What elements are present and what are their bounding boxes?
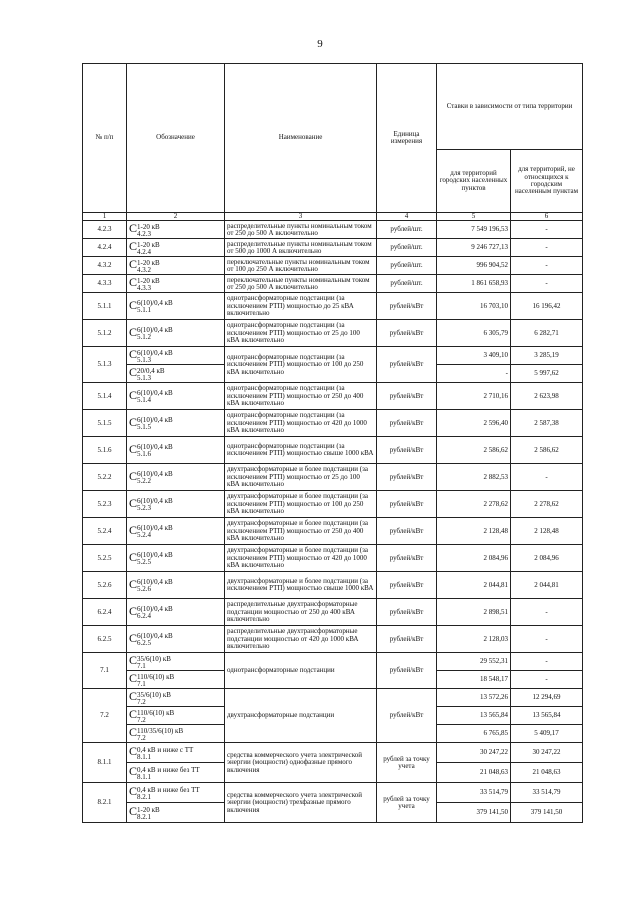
row-unit: рублей/кВт (377, 518, 437, 545)
code-cell: C 6(10)/0,4 кВ 5.1.1 (127, 293, 225, 320)
row-unit: рублей/кВт (377, 383, 437, 410)
row-name: распределительные пункты номинальным током от 250 до 500 А включительно (225, 221, 377, 239)
code-superscript: 6(10)/0,4 кВ (137, 524, 173, 533)
row-number: 6.2.4 (83, 599, 127, 626)
row-number: 4.2.4 (83, 239, 127, 257)
rate-urban: 2 278,62 (437, 491, 511, 518)
code-superscript: 0,4 кВ и ниже без ТТ (137, 785, 200, 794)
code-cell: C 6(10)/0,4 кВ 5.1.3 (127, 347, 225, 365)
row-name: однотрансформаторные подстанции (за исключением РТП) мощностью до 25 кВА включительно (225, 293, 377, 320)
row-unit: рублей/кВт (377, 320, 437, 347)
code-subscript: 7.2 (137, 733, 146, 742)
rate-nonurban: - (511, 239, 583, 257)
table-row (83, 221, 583, 239)
header-num: № п/п (83, 64, 127, 213)
row-unit: рублей/шт. (377, 221, 437, 239)
table-row (83, 545, 583, 572)
code-subscript: 4.2.4 (137, 247, 152, 256)
row-number: 4.3.3 (83, 275, 127, 293)
row-number: 8.1.1 (83, 743, 127, 783)
code-cell: C 110/6(10) кВ 7.2 (127, 707, 225, 725)
code-subscript: 8.1.1 (137, 772, 152, 781)
rate-nonurban: 2 044,81 (511, 572, 583, 599)
row-name: двухтрансформаторные и более подстанции (за исключением РТП) мощностью от 100 до 250 кВА включительно (225, 491, 377, 518)
row-unit: рублей/шт. (377, 257, 437, 275)
table-row (83, 689, 583, 707)
rate-nonurban: 2 128,48 (511, 518, 583, 545)
row-unit: рублей/шт. (377, 239, 437, 257)
rate-urban: 13 572,26 (437, 689, 511, 707)
rate-nonurban: 379 141,50 (511, 803, 583, 823)
rate-nonurban: 3 285,19 (511, 347, 583, 365)
col-number: 4 (377, 213, 437, 221)
row-name: однотрансформаторные подстанции (за исключением РТП) мощностью от 100 до 250 кВА включительно (225, 347, 377, 383)
row-name: двухтрансформаторные и более подстанции (за исключением РТП) мощностью от 25 до 100 кВА включительно (225, 464, 377, 491)
table-row (83, 626, 583, 653)
code-subscript: 7.2 (137, 715, 146, 724)
code-superscript: 1-20 кВ (137, 276, 160, 285)
code-superscript: 110/6(10) кВ (137, 708, 175, 717)
col-number: 6 (511, 213, 583, 221)
rate-nonurban: 2 586,62 (511, 437, 583, 464)
row-name: однотрансформаторные подстанции (за исключением РТП) мощностью свыше 1000 кВА (225, 437, 377, 464)
rate-urban: 379 141,50 (437, 803, 511, 823)
row-number: 4.3.2 (83, 257, 127, 275)
table-row (83, 275, 583, 293)
rate-nonurban: 12 294,69 (511, 689, 583, 707)
code-cell: C 1-20 кВ 4.3.2 (127, 257, 225, 275)
rate-urban: 996 904,52 (437, 257, 511, 275)
rate-nonurban: - (511, 671, 583, 689)
rate-urban: 30 247,22 (437, 743, 511, 763)
code-superscript: 1-20 кВ (137, 240, 160, 249)
code-superscript: 35/6(10) кВ (137, 654, 171, 663)
code-cell: C 0,4 кВ и ниже без ТТ 8.2.1 (127, 783, 225, 803)
code-superscript: 110/6(10) кВ (137, 672, 175, 681)
code-superscript: 6(10)/0,4 кВ (137, 348, 173, 357)
row-unit: рублей/кВт (377, 572, 437, 599)
rate-nonurban: 2 278,62 (511, 491, 583, 518)
page-number: 9 (317, 38, 323, 50)
table-row (83, 599, 583, 626)
row-name: средства коммерческого учета электрической энергии (мощности) трехфазные прямого включения (225, 783, 377, 823)
code-subscript: 7.1 (137, 661, 146, 670)
rate-nonurban: 2 587,38 (511, 410, 583, 437)
row-unit: рублей/кВт (377, 410, 437, 437)
row-number: 5.2.3 (83, 491, 127, 518)
code-cell: C 6(10)/0,4 кВ 5.2.3 (127, 491, 225, 518)
code-cell: C 6(10)/0,4 кВ 6.2.4 (127, 599, 225, 626)
code-subscript: 8.2.1 (137, 792, 152, 801)
rate-nonurban: 16 196,42 (511, 293, 583, 320)
code-subscript: 5.1.2 (137, 333, 152, 342)
code-cell: C 1-20 кВ 4.2.4 (127, 239, 225, 257)
col-number: 1 (83, 213, 127, 221)
rate-urban: 3 409,10 (437, 347, 511, 365)
rate-nonurban: 21 048,63 (511, 763, 583, 783)
code-superscript: 1-20 кВ (137, 258, 160, 267)
header-name: Наименование (225, 64, 377, 213)
row-name: распределительные двухтрансформаторные подстанции мощностью от 420 до 1000 кВА включительно (225, 626, 377, 653)
row-unit: рублей/кВт (377, 653, 437, 689)
table-row (83, 518, 583, 545)
table-row (83, 437, 583, 464)
row-number: 8.2.1 (83, 783, 127, 823)
row-number: 5.1.4 (83, 383, 127, 410)
row-number: 4.2.3 (83, 221, 127, 239)
row-unit: рублей за точку учета (377, 743, 437, 783)
code-subscript: 4.3.2 (137, 265, 152, 274)
row-unit: рублей/кВт (377, 464, 437, 491)
rate-urban: 18 548,17 (437, 671, 511, 689)
rate-nonurban: - (511, 221, 583, 239)
rate-nonurban: 2 084,96 (511, 545, 583, 572)
code-subscript: 5.1.4 (137, 396, 152, 405)
row-unit: рублей/кВт (377, 626, 437, 653)
row-number: 5.2.5 (83, 545, 127, 572)
row-name: двухтрансформаторные и более подстанции (за исключением РТП) мощностью от 250 до 400 кВА включительно (225, 518, 377, 545)
rate-urban: 2 596,40 (437, 410, 511, 437)
header-nonurban: для территорий, не относящихся к городским населенным пунктам (511, 150, 583, 213)
code-cell: C 35/6(10) кВ 7.2 (127, 689, 225, 707)
row-unit: рублей/кВт (377, 491, 437, 518)
row-name: однотрансформаторные подстанции (за исключением РТП) мощностью от 25 до 100 кВА включительно (225, 320, 377, 347)
header-urban: для территорий городских населенных пунктов (437, 150, 511, 213)
rate-nonurban: 5 409,17 (511, 725, 583, 743)
rate-urban: 7 549 196,53 (437, 221, 511, 239)
row-name: распределительные пункты номинальным током от 500 до 1000 А включительно (225, 239, 377, 257)
code-superscript: 6(10)/0,4 кВ (137, 578, 173, 587)
row-number: 5.1.3 (83, 347, 127, 383)
rate-nonurban: 33 514,79 (511, 783, 583, 803)
code-subscript: 5.2.6 (137, 585, 152, 594)
rate-nonurban: 13 565,84 (511, 707, 583, 725)
rate-urban: 13 565,84 (437, 707, 511, 725)
code-superscript: 110/35/6(10) кВ (137, 726, 184, 735)
row-unit: рублей/кВт (377, 545, 437, 572)
code-subscript: 8.1.1 (137, 752, 152, 761)
table-header-row (83, 64, 583, 150)
rate-urban: 21 048,63 (437, 763, 511, 783)
row-number: 5.2.2 (83, 464, 127, 491)
row-number: 6.2.5 (83, 626, 127, 653)
code-superscript: 6(10)/0,4 кВ (137, 497, 173, 506)
rate-urban: 2 898,51 (437, 599, 511, 626)
code-cell: C 1-20 кВ 4.3.3 (127, 275, 225, 293)
rate-urban: 2 128,48 (437, 518, 511, 545)
code-subscript: 5.2.5 (137, 558, 152, 567)
code-cell: C 6(10)/0,4 кВ 6.2.5 (127, 626, 225, 653)
rate-urban: 6 765,85 (437, 725, 511, 743)
col-number: 5 (437, 213, 511, 221)
code-cell: C 6(10)/0,4 кВ 5.2.6 (127, 572, 225, 599)
col-number: 3 (225, 213, 377, 221)
rate-urban: 2 710,16 (437, 383, 511, 410)
code-cell: C 1-20 кВ 8.2.1 (127, 803, 225, 823)
code-cell: C 6(10)/0,4 кВ 5.1.6 (127, 437, 225, 464)
table-row (83, 239, 583, 257)
row-name: двухтрансформаторные и более подстанции (за исключением РТП) мощностью от 420 до 1000 кВА включительно (225, 545, 377, 572)
code-subscript: 8.2.1 (137, 812, 152, 821)
code-superscript: 0,4 кВ и ниже с ТТ (137, 745, 194, 754)
row-number: 5.1.2 (83, 320, 127, 347)
table-row (83, 464, 583, 491)
table-row (83, 347, 583, 365)
code-superscript: 6(10)/0,4 кВ (137, 389, 173, 398)
rate-urban: 9 246 727,13 (437, 239, 511, 257)
rate-urban: 2 882,53 (437, 464, 511, 491)
row-unit: рублей за точку учета (377, 783, 437, 823)
code-subscript: 4.2.3 (137, 229, 152, 238)
code-subscript: 5.2.3 (137, 504, 152, 513)
code-superscript: 6(10)/0,4 кВ (137, 470, 173, 479)
code-superscript: 35/6(10) кВ (137, 690, 171, 699)
code-cell: C 110/6(10) кВ 7.1 (127, 671, 225, 689)
table-row (83, 491, 583, 518)
row-name: двухтрансформаторные и более подстанции (за исключением РТП) мощностью свыше 1000 кВА (225, 572, 377, 599)
code-subscript: 5.2.2 (137, 477, 152, 486)
row-name: средства коммерческого учета электрической энергии (мощности) однофазные прямого включения (225, 743, 377, 783)
code-cell: C 6(10)/0,4 кВ 5.1.2 (127, 320, 225, 347)
code-superscript: 1-20 кВ (137, 805, 160, 814)
code-superscript: 0,4 кВ и ниже без ТТ (137, 765, 200, 774)
rate-urban: 2 586,62 (437, 437, 511, 464)
code-subscript: 5.1.3 (137, 355, 152, 364)
code-superscript: 6(10)/0,4 кВ (137, 299, 173, 308)
rate-urban: 29 552,31 (437, 653, 511, 671)
code-superscript: 1-20 кВ (137, 222, 160, 231)
code-cell: C 6(10)/0,4 кВ 5.1.5 (127, 410, 225, 437)
row-number: 7.2 (83, 689, 127, 743)
rate-urban: 1 861 658,93 (437, 275, 511, 293)
rate-urban: 2 128,03 (437, 626, 511, 653)
rate-nonurban: - (511, 275, 583, 293)
code-subscript: 5.1.3 (137, 373, 152, 382)
row-number: 5.1.1 (83, 293, 127, 320)
rate-nonurban: - (511, 257, 583, 275)
table-row (83, 653, 583, 671)
code-cell: C 6(10)/0,4 кВ 5.1.4 (127, 383, 225, 410)
table-row (83, 320, 583, 347)
code-subscript: 6.2.5 (137, 639, 152, 648)
code-cell: C 6(10)/0,4 кВ 5.2.5 (127, 545, 225, 572)
code-subscript: 5.1.5 (137, 423, 152, 432)
code-cell: C 6(10)/0,4 кВ 5.2.4 (127, 518, 225, 545)
rate-nonurban: 6 282,71 (511, 320, 583, 347)
column-number-row (83, 213, 583, 221)
header-rates-group: Ставки в зависимости от типа территории (437, 64, 583, 150)
row-unit: рублей/кВт (377, 437, 437, 464)
code-superscript: 20/0,4 кВ (137, 366, 165, 375)
col-number: 2 (127, 213, 225, 221)
code-superscript: 6(10)/0,4 кВ (137, 605, 173, 614)
rate-nonurban: - (511, 626, 583, 653)
code-superscript: 6(10)/0,4 кВ (137, 551, 173, 560)
row-name: двухтрансформаторные подстанции (225, 689, 377, 743)
rate-urban: 6 305,79 (437, 320, 511, 347)
row-number: 7.1 (83, 653, 127, 689)
row-name: распределительные двухтрансформаторные подстанции мощностью от 250 до 400 кВА включительно (225, 599, 377, 626)
rate-urban: 2 044,81 (437, 572, 511, 599)
code-subscript: 7.1 (137, 679, 146, 688)
row-name: переключательные пункты номинальным током от 100 до 250 А включительно (225, 257, 377, 275)
code-superscript: 6(10)/0,4 кВ (137, 326, 173, 335)
code-cell: C 0,4 кВ и ниже с ТТ 8.1.1 (127, 743, 225, 763)
rate-urban: 2 084,96 (437, 545, 511, 572)
code-subscript: 6.2.4 (137, 612, 152, 621)
row-number: 5.2.4 (83, 518, 127, 545)
rate-urban: - (437, 365, 511, 383)
code-cell: C 35/6(10) кВ 7.1 (127, 653, 225, 671)
rate-nonurban: - (511, 599, 583, 626)
row-name: однотрансформаторные подстанции (225, 653, 377, 689)
table-row (83, 383, 583, 410)
rate-nonurban: - (511, 653, 583, 671)
header-code: Обозначение (127, 64, 225, 213)
row-unit: рублей/кВт (377, 689, 437, 743)
row-number: 5.1.5 (83, 410, 127, 437)
code-subscript: 4.3.3 (137, 283, 152, 292)
code-cell: C 20/0,4 кВ 5.1.3 (127, 365, 225, 383)
table-row (83, 572, 583, 599)
code-cell: C 1-20 кВ 4.2.3 (127, 221, 225, 239)
row-unit: рублей/кВт (377, 599, 437, 626)
table-row (83, 743, 583, 763)
rate-nonurban: 5 997,62 (511, 365, 583, 383)
rate-nonurban: 2 623,98 (511, 383, 583, 410)
rate-nonurban: - (511, 464, 583, 491)
code-cell: C 110/35/6(10) кВ 7.2 (127, 725, 225, 743)
code-superscript: 6(10)/0,4 кВ (137, 443, 173, 452)
row-unit: рублей/кВт (377, 347, 437, 383)
rate-urban: 33 514,79 (437, 783, 511, 803)
row-name: однотрансформаторные подстанции (за исключением РТП) мощностью от 250 до 400 кВА включительно (225, 383, 377, 410)
code-subscript: 5.1.1 (137, 306, 152, 315)
table-row (83, 783, 583, 803)
table-row (83, 257, 583, 275)
row-name: однотрансформаторные подстанции (за исключением РТП) мощностью от 420 до 1000 кВА включительно (225, 410, 377, 437)
tariff-table (82, 63, 583, 823)
code-subscript: 5.2.4 (137, 531, 152, 540)
code-cell: C 0,4 кВ и ниже без ТТ 8.1.1 (127, 763, 225, 783)
table-row (83, 293, 583, 320)
header-unit: Единица измерения (377, 64, 437, 213)
code-subscript: 7.2 (137, 697, 146, 706)
row-name: переключательные пункты номинальным током от 250 до 500 А включительно (225, 275, 377, 293)
rate-nonurban: 30 247,22 (511, 743, 583, 763)
row-number: 5.2.6 (83, 572, 127, 599)
row-unit: рублей/кВт (377, 293, 437, 320)
code-subscript: 5.1.6 (137, 450, 152, 459)
row-unit: рублей/шт. (377, 275, 437, 293)
code-superscript: 6(10)/0,4 кВ (137, 416, 173, 425)
rate-urban: 16 703,10 (437, 293, 511, 320)
table-row (83, 410, 583, 437)
row-number: 5.1.6 (83, 437, 127, 464)
code-superscript: 6(10)/0,4 кВ (137, 632, 173, 641)
code-cell: C 6(10)/0,4 кВ 5.2.2 (127, 464, 225, 491)
